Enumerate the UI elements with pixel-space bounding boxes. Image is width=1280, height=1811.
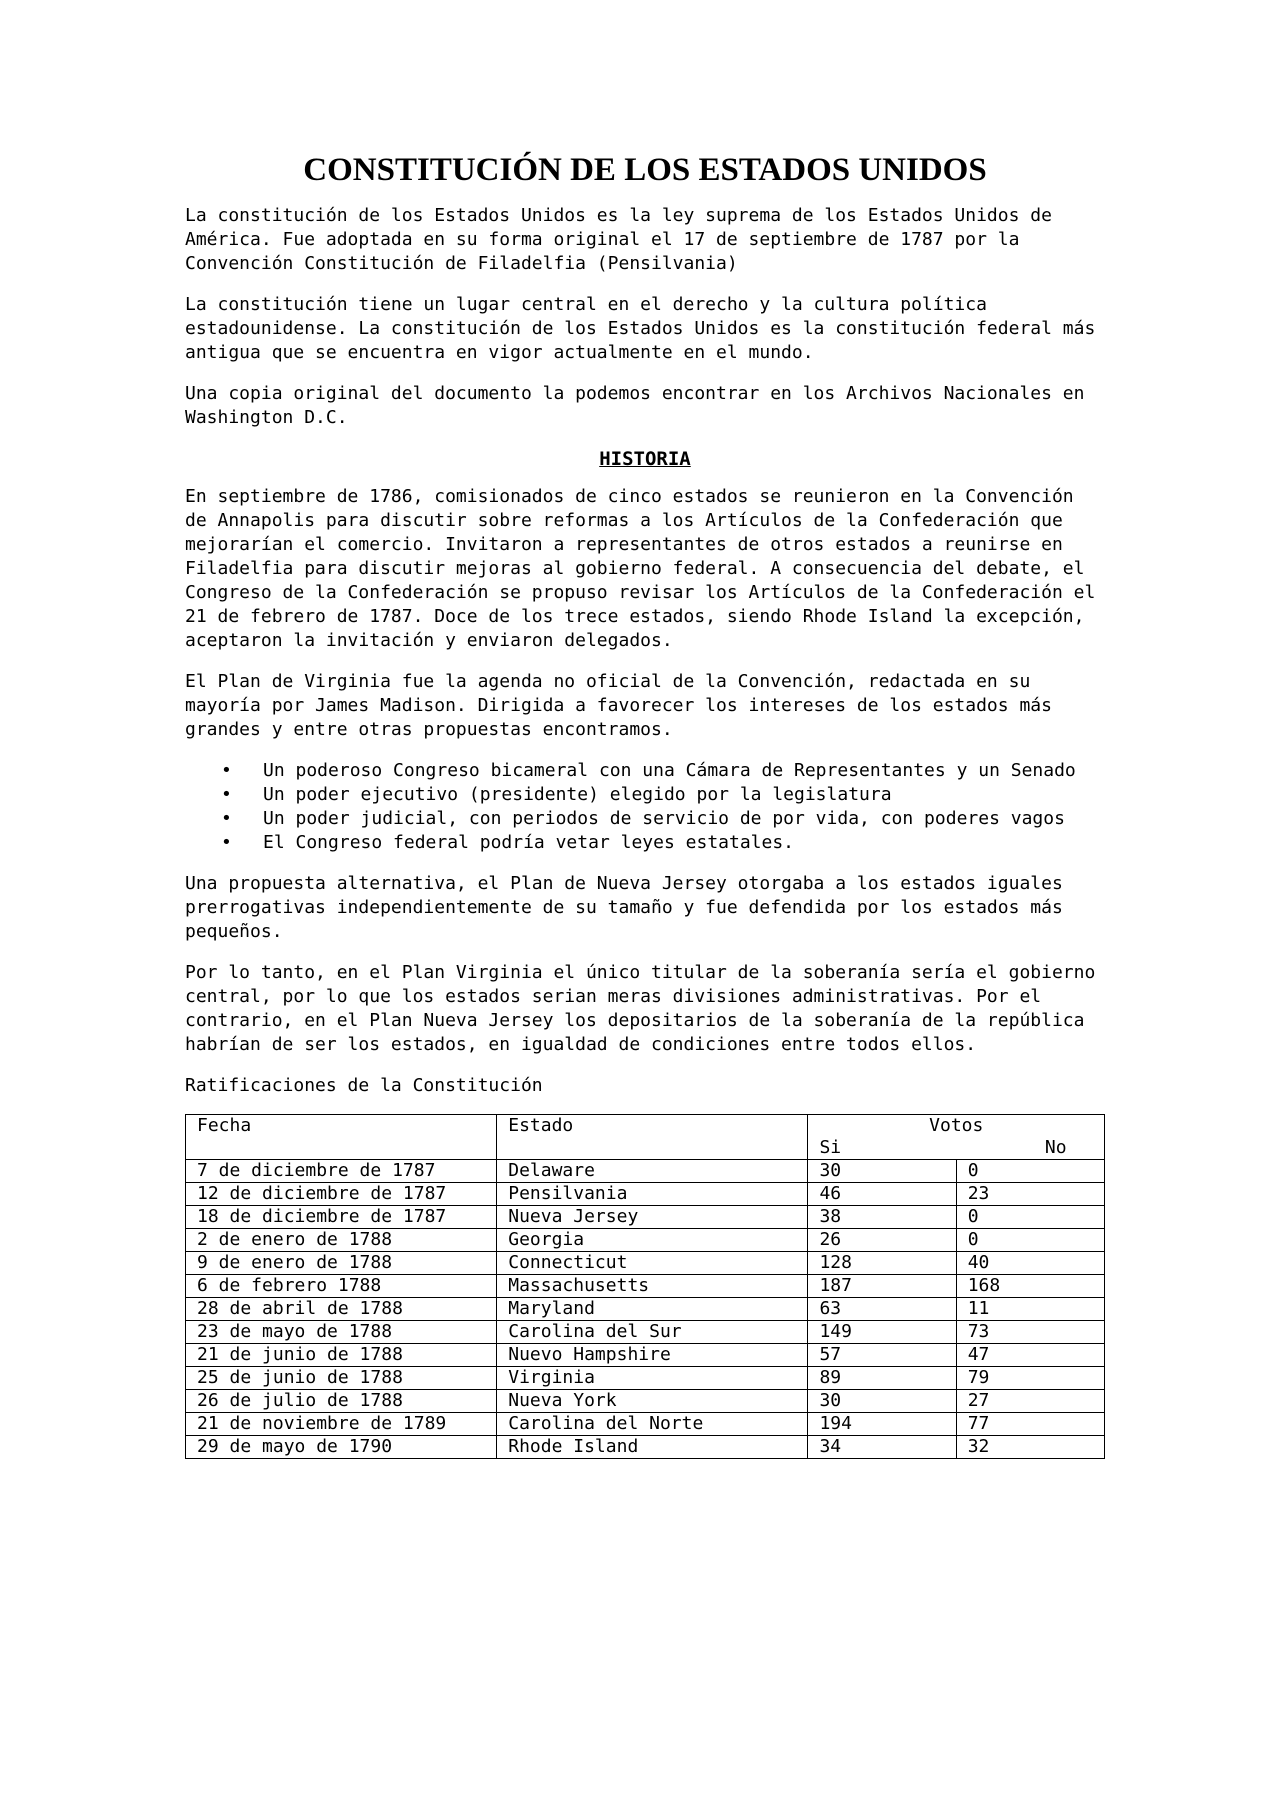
header-votos-label: Votos [929, 1115, 984, 1136]
header-fecha: Fecha [186, 1115, 497, 1160]
cell-estado: Nueva York [497, 1390, 808, 1413]
table-caption: Ratificaciones de la Constitución [185, 1075, 543, 1096]
bullet-icon: • [221, 760, 232, 781]
cell-estado: Nuevo Hampshire [497, 1344, 808, 1367]
bullet-icon: • [221, 784, 232, 805]
cell-si: 194 [808, 1413, 956, 1436]
bullet-icon: • [221, 832, 232, 853]
cell-no: 27 [956, 1390, 1104, 1413]
cell-estado: Carolina del Sur [497, 1321, 808, 1344]
cell-si: 26 [808, 1229, 956, 1252]
list-item [185, 831, 1105, 855]
cell-no: 47 [956, 1344, 1104, 1367]
list-item-text: Un poderoso Congreso bicameral con una Cámara de Representantes y un Senado [263, 760, 1076, 781]
intro-paragraph-2: La constitución tiene un lugar central en el derecho y la cultura política estadounidense. La constitución de los Estados Unidos es la constitución federal más antigua que se encuentra en vigor actualmente en el mundo. [185, 294, 1096, 363]
cell-si: 34 [808, 1436, 956, 1459]
cell-si: 187 [808, 1275, 956, 1298]
cell-fecha: 23 de mayo de 1788 [186, 1321, 497, 1344]
cell-no: 32 [956, 1436, 1104, 1459]
cell-estado: Massachusetts [497, 1275, 808, 1298]
history-paragraph-1: En septiembre de 1786, comisionados de cinco estados se reunieron en la Convención de Annapolis para discutir sobre reformas a los Artículos de la Confederación que mejorarían el comercio. Invitaron a representantes de otros estados a reunirse en Filadelfia para discutir mejoras al gobierno federal. A consecuencia del debate, el Congreso de la Confederación se propuso revisar los Artículos de la Confederación el 21 de febrero de 1787. Doce de los trece estados, siendo Rhode Island la excepción, aceptaron la invitación y enviaron delegados. [185, 486, 1096, 651]
header-no: No [1044, 1137, 1067, 1158]
table-row [186, 1160, 1105, 1183]
cell-no: 0 [956, 1206, 1104, 1229]
cell-estado: Rhode Island [497, 1436, 808, 1459]
list-item [185, 783, 1105, 807]
cell-fecha: 28 de abril de 1788 [186, 1298, 497, 1321]
cell-si: 149 [808, 1321, 956, 1344]
table-row [186, 1367, 1105, 1390]
cell-no: 79 [956, 1367, 1104, 1390]
cell-no: 23 [956, 1183, 1104, 1206]
table-row [186, 1183, 1105, 1206]
table-row [186, 1321, 1105, 1344]
cell-fecha: 21 de noviembre de 1789 [186, 1413, 497, 1436]
cell-fecha: 18 de diciembre de 1787 [186, 1206, 497, 1229]
cell-fecha: 21 de junio de 1788 [186, 1344, 497, 1367]
header-estado: Estado [497, 1115, 808, 1160]
intro-paragraph-3: Una copia original del documento la podemos encontrar en los Archivos Nacionales en Washington D.C. [185, 383, 1085, 428]
document-title: CONSTITUCIÓN DE LOS ESTADOS UNIDOS [303, 152, 987, 188]
list-item-text: Un poder ejecutivo (presidente) elegido por la legislatura [263, 784, 892, 805]
cell-estado: Maryland [497, 1298, 808, 1321]
cell-estado: Nueva Jersey [497, 1206, 808, 1229]
cell-estado: Carolina del Norte [497, 1413, 808, 1436]
cell-si: 38 [808, 1206, 956, 1229]
cell-si: 128 [808, 1252, 956, 1275]
history-heading: HISTORIA [599, 448, 691, 470]
cell-si: 63 [808, 1298, 956, 1321]
cell-no: 77 [956, 1413, 1104, 1436]
table-row [186, 1298, 1105, 1321]
closing-paragraph-2: Por lo tanto, en el Plan Virginia el único titular de la soberanía sería el gobierno central, por lo que los estados serian meras divisiones administrativas. Por el contrario, en el Plan Nueva Jersey los depositarios de la soberanía de la república habrían de ser los estados, en igualdad de condiciones entre todos ellos. [185, 962, 1096, 1055]
cell-no: 73 [956, 1321, 1104, 1344]
cell-fecha: 6 de febrero 1788 [186, 1275, 497, 1298]
virginia-plan-list [185, 759, 1105, 855]
table-row [186, 1390, 1105, 1413]
header-si: Si [819, 1137, 842, 1158]
list-item-text: El Congreso federal podría vetar leyes estatales. [263, 832, 795, 853]
table-row [186, 1413, 1105, 1436]
table-row [186, 1206, 1105, 1229]
table-row [186, 1344, 1105, 1367]
cell-fecha: 7 de diciembre de 1787 [186, 1160, 497, 1183]
cell-si: 57 [808, 1344, 956, 1367]
closing-paragraph-1: Una propuesta alternativa, el Plan de Nueva Jersey otorgaba a los estados iguales prerrogativas independientemente de su tamaño y fue defendida por los estados más pequeños. [185, 873, 1063, 942]
table-row [186, 1252, 1105, 1275]
cell-si: 89 [808, 1367, 956, 1390]
table-row [186, 1275, 1105, 1298]
cell-estado: Delaware [497, 1160, 808, 1183]
cell-fecha: 2 de enero de 1788 [186, 1229, 497, 1252]
header-votos-sub [808, 1137, 1104, 1159]
list-item [185, 807, 1105, 831]
cell-estado: Georgia [497, 1229, 808, 1252]
ratifications-table [185, 1114, 1105, 1459]
table-row [186, 1436, 1105, 1459]
document-page [185, 148, 1105, 1459]
cell-si: 30 [808, 1160, 956, 1183]
cell-fecha: 12 de diciembre de 1787 [186, 1183, 497, 1206]
cell-no: 40 [956, 1252, 1104, 1275]
table-header-row [186, 1115, 1105, 1160]
cell-no: 11 [956, 1298, 1104, 1321]
cell-fecha: 29 de mayo de 1790 [186, 1436, 497, 1459]
cell-no: 168 [956, 1275, 1104, 1298]
cell-estado: Pensilvania [497, 1183, 808, 1206]
cell-fecha: 26 de julio de 1788 [186, 1390, 497, 1413]
intro-paragraph-1: La constitución de los Estados Unidos es la ley suprema de los Estados Unidos de América. Fue adoptada en su forma original el 17 de septiembre de 1787 por la Convención Constitución de Filadelfia (Pensilvania) [185, 205, 1052, 274]
list-item [185, 759, 1105, 783]
cell-fecha: 9 de enero de 1788 [186, 1252, 497, 1275]
bullet-icon: • [221, 808, 232, 829]
cell-fecha: 25 de junio de 1788 [186, 1367, 497, 1390]
table-row [186, 1229, 1105, 1252]
cell-si: 46 [808, 1183, 956, 1206]
cell-estado: Connecticut [497, 1252, 808, 1275]
header-votos [808, 1115, 1105, 1160]
cell-no: 0 [956, 1229, 1104, 1252]
list-item-text: Un poder judicial, con periodos de servicio de por vida, con poderes vagos [263, 808, 1065, 829]
cell-si: 30 [808, 1390, 956, 1413]
cell-no: 0 [956, 1160, 1104, 1183]
history-paragraph-2: El Plan de Virginia fue la agenda no oficial de la Convención, redactada en su mayoría por James Madison. Dirigida a favorecer los intereses de los estados más grandes y entre otras propuestas encontramos. [185, 671, 1052, 740]
cell-estado: Virginia [497, 1367, 808, 1390]
